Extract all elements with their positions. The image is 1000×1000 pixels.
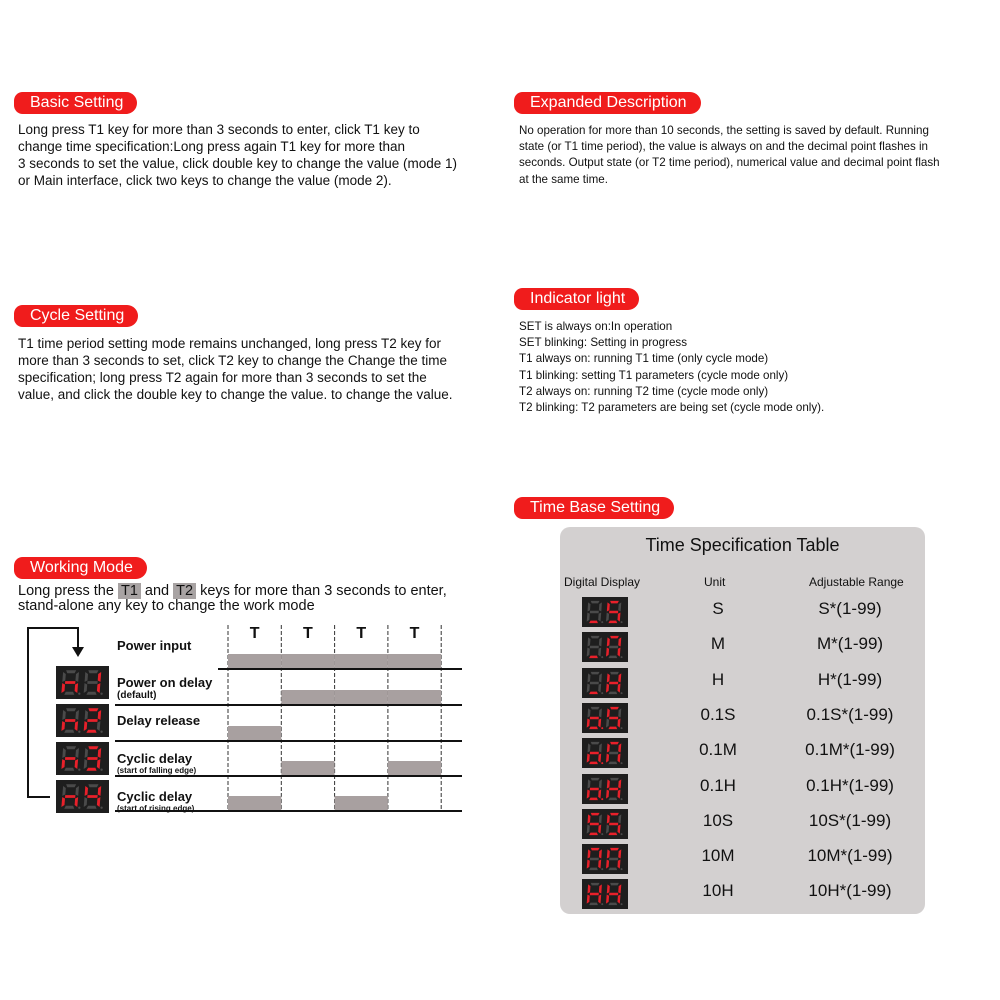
row-display — [582, 809, 628, 839]
mode-label-4 — [117, 789, 194, 814]
table-row — [560, 701, 925, 735]
segment-a — [591, 883, 600, 886]
segment-d — [608, 691, 617, 694]
expanded-line: seconds. Output state (or T2 time period), numerical value and decimal point flash — [519, 156, 940, 170]
power-input-label: Power input — [117, 638, 192, 653]
mode-display-3 — [56, 742, 109, 775]
decimal-point — [621, 903, 623, 905]
segment-g — [609, 681, 618, 683]
seven-segment-display — [582, 879, 628, 909]
decimal-point — [621, 621, 623, 623]
decimal-point — [601, 692, 603, 694]
segment-g — [590, 681, 599, 683]
header-adjustable-range: Adjustable Range — [809, 575, 904, 589]
working-line-pre: Long press the — [18, 583, 114, 599]
segment-d — [86, 692, 96, 695]
row-unit: 10M — [701, 846, 735, 866]
decimal-point — [100, 693, 102, 695]
seven-segment-display — [582, 809, 628, 839]
row-range: H*(1-99) — [817, 669, 883, 689]
row-range: 10M*(1-99) — [807, 846, 893, 866]
segment-d — [608, 832, 617, 835]
arrow-down-icon — [72, 647, 84, 657]
working-line-post: keys for more than 3 seconds to enter, — [200, 583, 447, 599]
segment-g — [609, 717, 618, 719]
signal-high-bar — [228, 796, 281, 811]
row-display — [582, 668, 628, 698]
decimal-point — [621, 798, 623, 800]
segment-d — [608, 621, 617, 624]
decimal-point — [621, 868, 623, 870]
decimal-point — [601, 727, 603, 729]
signal-high-bar — [388, 761, 441, 776]
row-display — [582, 844, 628, 874]
mode-display-2 — [56, 704, 109, 737]
segment-g — [609, 646, 618, 648]
signal-high-bar — [281, 690, 334, 705]
row-range: 10S*(1-99) — [808, 810, 892, 830]
segment-a — [88, 746, 98, 749]
segment-g — [65, 795, 75, 798]
seven-segment-display — [582, 844, 628, 874]
segment-d — [608, 726, 617, 729]
segment-a — [591, 636, 600, 639]
segment-a — [610, 848, 619, 851]
row-display — [582, 632, 628, 662]
segment-d — [608, 656, 617, 659]
working-line-mid: and — [144, 583, 170, 599]
segment-d — [86, 768, 96, 771]
table-row — [560, 877, 925, 911]
signal-high-bar — [228, 654, 281, 669]
indicator-light-badge: Indicator light — [514, 288, 639, 310]
time-specification-table — [560, 527, 925, 914]
table-row — [560, 595, 925, 629]
cycle-setting-text — [18, 335, 453, 403]
signal-high-bar — [335, 654, 388, 669]
decimal-point — [100, 769, 102, 771]
segment-d — [608, 797, 617, 800]
t2-key-label: T2 — [173, 583, 196, 599]
signal-high-bar — [281, 761, 334, 776]
segment-a — [591, 777, 600, 780]
segment-d — [86, 806, 96, 809]
segment-a — [610, 777, 619, 780]
segment-g — [609, 752, 618, 754]
decimal-point — [100, 731, 102, 733]
segment-g — [65, 681, 75, 684]
table-row — [560, 666, 925, 700]
decimal-point — [601, 833, 603, 835]
basic-line: or Main interface, click two keys to change the value (mode 2). — [18, 173, 392, 188]
table-row — [560, 842, 925, 876]
working-line-1 — [18, 584, 447, 599]
segment-g — [590, 717, 599, 719]
header-digital-display: Digital Display — [564, 575, 641, 589]
segment-g — [609, 611, 618, 613]
decimal-point — [100, 807, 102, 809]
segment-g — [590, 611, 599, 613]
decimal-point — [621, 692, 623, 694]
segment-g — [65, 719, 75, 722]
segment-g — [590, 787, 599, 789]
segment-a — [66, 746, 76, 749]
seven-segment-display — [56, 780, 109, 813]
segment-g — [590, 893, 599, 895]
working-mode-text — [18, 584, 447, 614]
cycle-line: T1 time period setting mode remains unchanged, long press T2 key for — [18, 336, 441, 351]
working-line-2: stand-alone any key to change the work mode — [18, 598, 315, 614]
indicator-line: T1 always on: running T1 time (only cycle mode) — [519, 352, 769, 366]
period-label-t: T — [356, 625, 367, 642]
segment-d — [589, 797, 598, 800]
expanded-line: No operation for more than 10 seconds, the setting is saved by default. Running — [519, 124, 929, 137]
row-unit: H — [711, 669, 725, 689]
mode-sub: (start of rising edge) — [117, 804, 195, 813]
seven-segment-display — [582, 738, 628, 768]
decimal-point — [601, 903, 603, 905]
table-row — [560, 736, 925, 770]
row-range: S*(1-99) — [818, 599, 882, 618]
cycle-line: specification; long press T2 again for more than 3 seconds to set the — [18, 370, 427, 385]
row-unit: 0.1H — [700, 775, 736, 795]
mode-name: Cyclic delay — [117, 789, 193, 804]
table-row — [560, 772, 925, 806]
basic-line: Long press T1 key for more than 3 seconds to enter, click T1 key to — [18, 122, 420, 137]
decimal-point — [78, 693, 80, 695]
basic-setting-badge: Basic Setting — [14, 92, 137, 114]
segment-a — [66, 708, 76, 711]
segment-a — [591, 848, 600, 851]
segment-d — [608, 868, 617, 871]
mode-label-1 — [117, 675, 212, 702]
segment-a — [88, 670, 98, 673]
segment-g — [609, 858, 618, 860]
segment-g — [609, 823, 618, 825]
decimal-point — [621, 762, 623, 764]
segment-g — [87, 795, 97, 798]
mode-sub: (default) — [117, 690, 157, 701]
signal-high-bar — [335, 690, 388, 705]
cycle-setting-badge: Cycle Setting — [14, 305, 138, 327]
period-label-t: T — [303, 625, 313, 642]
segment-g — [609, 893, 618, 895]
segment-a — [610, 883, 619, 886]
signal-high-bar — [228, 726, 281, 741]
segment-g — [87, 757, 97, 760]
row-range: 0.1S*(1-99) — [806, 704, 894, 724]
segment-g — [590, 752, 599, 754]
decimal-point — [601, 868, 603, 870]
mode-display-4 — [56, 780, 109, 813]
decimal-point — [78, 731, 80, 733]
decimal-point — [78, 769, 80, 771]
segment-a — [610, 742, 619, 745]
segment-d — [64, 806, 74, 809]
expanded-description-badge: Expanded Description — [514, 92, 701, 114]
segment-a — [66, 670, 76, 673]
segment-d — [589, 868, 598, 871]
segment-a — [591, 671, 600, 674]
segment-a — [610, 636, 619, 639]
row-range: M*(1-99) — [816, 634, 884, 654]
segment-g — [609, 787, 618, 789]
cycle-line: more than 3 seconds to set, click T2 key to change the Change the time — [18, 353, 447, 368]
segment-g — [87, 681, 97, 684]
signal-high-bar — [335, 796, 388, 811]
segment-a — [610, 601, 619, 604]
segment-d — [589, 903, 598, 906]
segment-g — [590, 823, 599, 825]
segment-g — [590, 858, 599, 860]
period-label-t: T — [409, 625, 420, 642]
indicator-line: T2 always on: running T2 time (cycle mode only) — [519, 384, 769, 398]
mode-name: Cyclic delay — [117, 751, 193, 766]
segment-d — [608, 903, 617, 906]
decimal-point — [601, 621, 603, 623]
period-label-t: T — [249, 625, 260, 642]
time-base-setting-badge: Time Base Setting — [514, 497, 674, 519]
t1-key-label: T1 — [118, 583, 141, 599]
decimal-point — [621, 656, 623, 658]
signal-high-bar — [388, 654, 441, 669]
decimal-point — [601, 798, 603, 800]
segment-a — [610, 813, 619, 816]
segment-d — [608, 762, 617, 765]
seven-segment-display — [582, 668, 628, 698]
mode-sub: (start of falling edge) — [117, 766, 197, 775]
row-unit: 10S — [702, 810, 734, 830]
row-range: 10H*(1-99) — [808, 881, 892, 901]
basic-setting-text — [18, 121, 457, 189]
row-range: 0.1H*(1-99) — [806, 775, 894, 795]
row-display — [582, 703, 628, 733]
segment-a — [88, 784, 98, 787]
segment-a — [610, 671, 619, 674]
row-unit: 0.1S — [700, 704, 736, 724]
segment-d — [64, 768, 74, 771]
signal-high-bar — [281, 654, 334, 669]
segment-d — [589, 621, 598, 624]
decimal-point — [601, 762, 603, 764]
seven-segment-display — [582, 632, 628, 662]
segment-d — [589, 691, 598, 694]
signal-high-bar — [388, 690, 441, 705]
segment-a — [591, 813, 600, 816]
segment-a — [88, 708, 98, 711]
decimal-point — [78, 807, 80, 809]
segment-d — [589, 832, 598, 835]
expanded-line: at the same time. — [519, 172, 608, 186]
row-display — [582, 597, 628, 627]
seven-segment-display — [56, 666, 109, 699]
segment-d — [86, 730, 96, 733]
row-display — [582, 879, 628, 909]
expanded-line: state (or T1 time period), the value is always on and the decimal point flashes in — [519, 140, 929, 154]
row-display — [582, 774, 628, 804]
row-range: 0.1M*(1-99) — [805, 740, 895, 760]
decimal-point — [621, 833, 623, 835]
segment-a — [66, 784, 76, 787]
indicator-line: T2 blinking: T2 parameters are being set (cycle mode only). — [519, 401, 825, 415]
segment-d — [589, 656, 598, 659]
mode-name: Delay release — [117, 713, 201, 728]
segment-a — [591, 742, 600, 745]
segment-g — [87, 719, 97, 722]
working-mode-badge: Working Mode — [14, 557, 147, 579]
indicator-line: SET is always on:In operation — [519, 320, 673, 333]
seven-segment-display — [582, 597, 628, 627]
mode-name: Power on delay — [117, 675, 213, 690]
expanded-description-text — [519, 123, 940, 188]
row-display — [582, 738, 628, 768]
seven-segment-display — [56, 742, 109, 775]
decimal-point — [601, 656, 603, 658]
indicator-line: SET blinking: Setting in progress — [519, 336, 687, 350]
table-row — [560, 630, 925, 664]
segment-d — [64, 692, 74, 695]
basic-line: 3 seconds to set the value, click double key to change the value (mode 1) — [18, 156, 458, 171]
mode-label-3 — [117, 751, 196, 776]
row-unit: S — [712, 599, 724, 618]
basic-line: change time specification:Long press again T1 key for more than — [18, 139, 405, 154]
segment-d — [64, 730, 74, 733]
seven-segment-display — [582, 774, 628, 804]
segment-a — [610, 707, 619, 710]
row-unit: M — [710, 634, 726, 654]
table-row — [560, 807, 925, 841]
mode-label-2 — [117, 713, 200, 728]
segment-g — [65, 757, 75, 760]
table-title: Time Specification Table — [645, 535, 840, 555]
indicator-line: T1 blinking: setting T1 parameters (cycle mode only) — [519, 368, 789, 382]
segment-d — [589, 762, 598, 765]
decimal-point — [621, 727, 623, 729]
cycle-line: value, and click the double key to change the value. to change the value. — [18, 387, 453, 402]
mode-display-1 — [56, 666, 109, 699]
row-unit: 10H — [702, 881, 734, 901]
header-unit: Unit — [704, 575, 726, 589]
segment-a — [591, 707, 600, 710]
row-unit: 0.1M — [699, 740, 737, 760]
seven-segment-display — [56, 704, 109, 737]
seven-segment-display — [582, 703, 628, 733]
segment-d — [589, 726, 598, 729]
segment-a — [591, 601, 600, 604]
segment-g — [590, 646, 599, 648]
indicator-light-text — [519, 319, 824, 416]
